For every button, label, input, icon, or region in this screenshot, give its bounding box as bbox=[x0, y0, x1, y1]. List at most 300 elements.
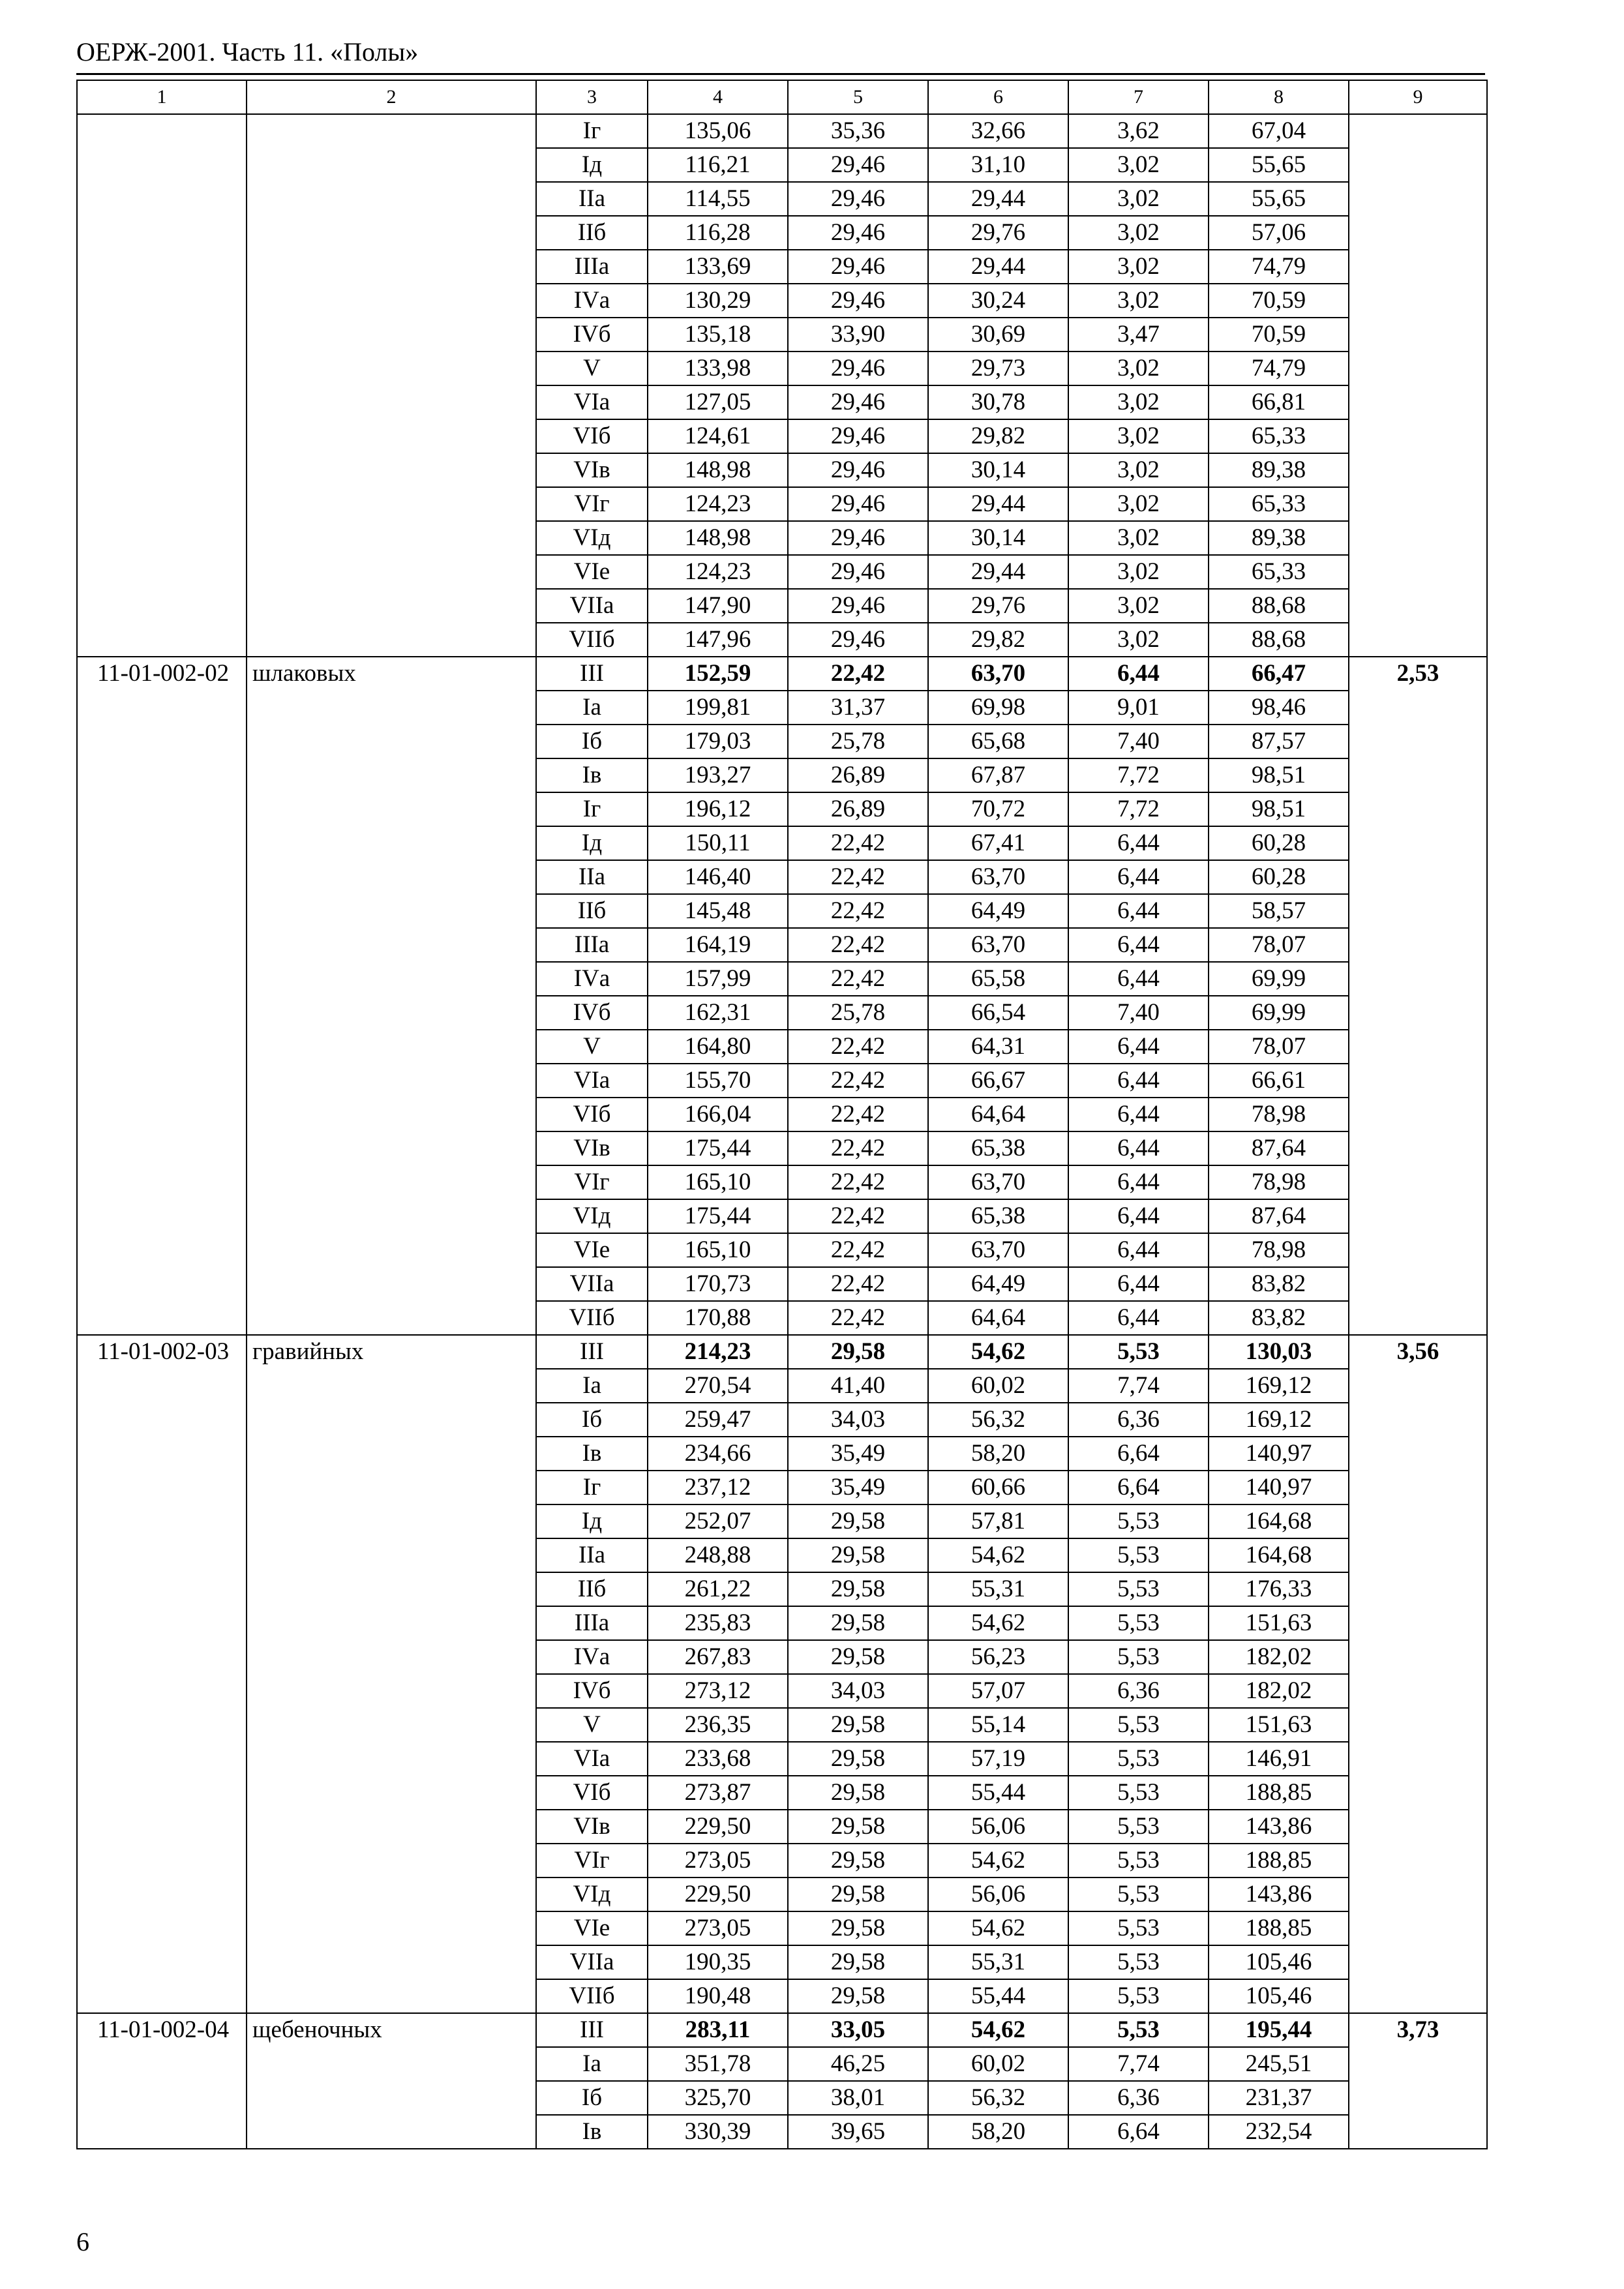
code-cell: 11-01-002-03 bbox=[77, 1335, 247, 2013]
value-cell: 87,64 bbox=[1209, 1131, 1349, 1165]
value-cell: 64,64 bbox=[928, 1301, 1068, 1335]
zone-cell: IVа bbox=[536, 1640, 648, 1674]
value-cell: 22,42 bbox=[788, 1064, 928, 1098]
value-cell: 29,46 bbox=[788, 589, 928, 623]
value-cell: 30,69 bbox=[928, 318, 1068, 352]
value-cell: 29,44 bbox=[928, 182, 1068, 216]
value-cell: 261,22 bbox=[648, 1572, 788, 1606]
column-number: 8 bbox=[1209, 80, 1349, 114]
zone-cell: VIв bbox=[536, 1810, 648, 1844]
value-cell: 29,58 bbox=[788, 1504, 928, 1538]
value-cell: 133,69 bbox=[648, 250, 788, 284]
zone-cell: VIг bbox=[536, 1844, 648, 1878]
value-cell: 7,74 bbox=[1068, 2047, 1209, 2081]
value-cell: 57,07 bbox=[928, 1674, 1068, 1708]
value-cell: 29,46 bbox=[788, 521, 928, 555]
value-cell: 147,90 bbox=[648, 589, 788, 623]
value-cell: 150,11 bbox=[648, 826, 788, 860]
value-cell: 6,44 bbox=[1068, 1233, 1209, 1267]
zone-cell: IVб bbox=[536, 1674, 648, 1708]
value-cell: 33,90 bbox=[788, 318, 928, 352]
zone-cell: VIг bbox=[536, 1165, 648, 1199]
value-cell: 22,42 bbox=[788, 962, 928, 996]
value-cell: 57,19 bbox=[928, 1742, 1068, 1776]
value-cell: 60,02 bbox=[928, 2047, 1068, 2081]
value-cell: 5,53 bbox=[1068, 2013, 1209, 2047]
zone-cell: IIа bbox=[536, 860, 648, 894]
value-cell: 66,47 bbox=[1209, 657, 1349, 691]
column-number: 5 bbox=[788, 80, 928, 114]
value-cell: 74,79 bbox=[1209, 250, 1349, 284]
zone-cell: VIIа bbox=[536, 589, 648, 623]
value-cell: 88,68 bbox=[1209, 589, 1349, 623]
value-cell: 148,98 bbox=[648, 521, 788, 555]
value-cell: 130,03 bbox=[1209, 1335, 1349, 1369]
name-cell bbox=[247, 114, 536, 657]
value-cell: 143,86 bbox=[1209, 1810, 1349, 1844]
value-cell: 351,78 bbox=[648, 2047, 788, 2081]
value-cell: 229,50 bbox=[648, 1810, 788, 1844]
value-cell: 127,05 bbox=[648, 385, 788, 419]
value-cell: 29,46 bbox=[788, 250, 928, 284]
value-cell: 66,54 bbox=[928, 996, 1068, 1030]
value-cell: 3,02 bbox=[1068, 589, 1209, 623]
value-cell: 6,44 bbox=[1068, 1301, 1209, 1335]
value-cell: 78,07 bbox=[1209, 1030, 1349, 1064]
zone-cell: IIб bbox=[536, 1572, 648, 1606]
value-cell: 88,68 bbox=[1209, 623, 1349, 657]
value-cell: 169,12 bbox=[1209, 1369, 1349, 1403]
value-cell: 35,36 bbox=[788, 114, 928, 148]
zone-cell: VIг bbox=[536, 487, 648, 521]
value-cell: 165,10 bbox=[648, 1233, 788, 1267]
zone-cell: IVа bbox=[536, 962, 648, 996]
value-cell: 3,02 bbox=[1068, 385, 1209, 419]
value-cell: 29,46 bbox=[788, 284, 928, 318]
column-number: 7 bbox=[1068, 80, 1209, 114]
value-cell: 46,25 bbox=[788, 2047, 928, 2081]
value-cell: 3,02 bbox=[1068, 521, 1209, 555]
zone-cell: V bbox=[536, 1708, 648, 1742]
value-cell: 29,44 bbox=[928, 250, 1068, 284]
value-cell: 270,54 bbox=[648, 1369, 788, 1403]
value-cell: 130,29 bbox=[648, 284, 788, 318]
value-cell: 67,87 bbox=[928, 758, 1068, 792]
value-cell: 41,40 bbox=[788, 1369, 928, 1403]
header-rule bbox=[76, 73, 1485, 75]
value-cell: 56,32 bbox=[928, 2081, 1068, 2115]
value-cell: 60,02 bbox=[928, 1369, 1068, 1403]
value-cell: 3,02 bbox=[1068, 419, 1209, 453]
value-cell: 3,02 bbox=[1068, 453, 1209, 487]
value-cell: 54,62 bbox=[928, 1844, 1068, 1878]
value-cell: 182,02 bbox=[1209, 1674, 1349, 1708]
zone-cell: IVб bbox=[536, 996, 648, 1030]
value-cell: 29,44 bbox=[928, 487, 1068, 521]
value-cell: 29,58 bbox=[788, 1979, 928, 2013]
value-cell: 267,83 bbox=[648, 1640, 788, 1674]
code-cell: 11-01-002-02 bbox=[77, 657, 247, 1335]
zone-cell: V bbox=[536, 352, 648, 385]
value-cell: 233,68 bbox=[648, 1742, 788, 1776]
zone-cell: VIе bbox=[536, 1233, 648, 1267]
value-cell: 65,58 bbox=[928, 962, 1068, 996]
value-cell: 83,82 bbox=[1209, 1267, 1349, 1301]
value-cell: 147,96 bbox=[648, 623, 788, 657]
value-cell: 29,82 bbox=[928, 623, 1068, 657]
zone-cell: VIв bbox=[536, 1131, 648, 1165]
value-cell: 3,02 bbox=[1068, 352, 1209, 385]
value-cell: 54,62 bbox=[928, 1606, 1068, 1640]
value-cell: 22,42 bbox=[788, 1131, 928, 1165]
value-cell: 29,58 bbox=[788, 1911, 928, 1945]
zone-cell: Iб bbox=[536, 725, 648, 758]
value-cell: 188,85 bbox=[1209, 1776, 1349, 1810]
value-cell: 89,38 bbox=[1209, 453, 1349, 487]
zone-cell: IIIа bbox=[536, 250, 648, 284]
value-cell: 63,70 bbox=[928, 1233, 1068, 1267]
value-cell: 29,46 bbox=[788, 487, 928, 521]
zone-cell: IVб bbox=[536, 318, 648, 352]
coefficient-cell: 3,56 bbox=[1349, 1335, 1487, 2013]
value-cell: 29,44 bbox=[928, 555, 1068, 589]
value-cell: 155,70 bbox=[648, 1064, 788, 1098]
zone-cell: IIа bbox=[536, 182, 648, 216]
zone-cell: Iб bbox=[536, 2081, 648, 2115]
zone-cell: VIд bbox=[536, 1878, 648, 1911]
coefficient-cell: 3,73 bbox=[1349, 2013, 1487, 2149]
value-cell: 57,06 bbox=[1209, 216, 1349, 250]
value-cell: 236,35 bbox=[648, 1708, 788, 1742]
zone-cell: III bbox=[536, 2013, 648, 2047]
value-cell: 145,48 bbox=[648, 894, 788, 928]
value-cell: 6,64 bbox=[1068, 1471, 1209, 1504]
zone-cell: IIIа bbox=[536, 928, 648, 962]
column-number: 9 bbox=[1349, 80, 1487, 114]
column-number: 6 bbox=[928, 80, 1068, 114]
value-cell: 31,10 bbox=[928, 148, 1068, 182]
value-cell: 25,78 bbox=[788, 725, 928, 758]
value-cell: 57,81 bbox=[928, 1504, 1068, 1538]
value-cell: 6,44 bbox=[1068, 928, 1209, 962]
value-cell: 70,59 bbox=[1209, 318, 1349, 352]
value-cell: 248,88 bbox=[648, 1538, 788, 1572]
value-cell: 151,63 bbox=[1209, 1708, 1349, 1742]
value-cell: 164,68 bbox=[1209, 1504, 1349, 1538]
value-cell: 231,37 bbox=[1209, 2081, 1349, 2115]
value-cell: 7,72 bbox=[1068, 758, 1209, 792]
value-cell: 175,44 bbox=[648, 1131, 788, 1165]
value-cell: 54,62 bbox=[928, 1335, 1068, 1369]
value-cell: 124,23 bbox=[648, 487, 788, 521]
value-cell: 29,58 bbox=[788, 1538, 928, 1572]
value-cell: 196,12 bbox=[648, 792, 788, 826]
coefficient-cell bbox=[1349, 114, 1487, 657]
value-cell: 5,53 bbox=[1068, 1572, 1209, 1606]
value-cell: 273,05 bbox=[648, 1911, 788, 1945]
value-cell: 3,02 bbox=[1068, 216, 1209, 250]
zone-cell: Iа bbox=[536, 2047, 648, 2081]
table-row bbox=[77, 2013, 1487, 2047]
value-cell: 60,66 bbox=[928, 1471, 1068, 1504]
value-cell: 175,44 bbox=[648, 1199, 788, 1233]
value-cell: 229,50 bbox=[648, 1878, 788, 1911]
value-cell: 30,24 bbox=[928, 284, 1068, 318]
value-cell: 67,04 bbox=[1209, 114, 1349, 148]
zone-cell: VIд bbox=[536, 1199, 648, 1233]
column-number: 1 bbox=[77, 80, 247, 114]
value-cell: 98,51 bbox=[1209, 758, 1349, 792]
value-cell: 6,44 bbox=[1068, 962, 1209, 996]
value-cell: 6,44 bbox=[1068, 1199, 1209, 1233]
value-cell: 63,70 bbox=[928, 860, 1068, 894]
value-cell: 3,02 bbox=[1068, 555, 1209, 589]
value-cell: 29,58 bbox=[788, 1742, 928, 1776]
value-cell: 78,07 bbox=[1209, 928, 1349, 962]
zone-cell: VIа bbox=[536, 385, 648, 419]
value-cell: 237,12 bbox=[648, 1471, 788, 1504]
code-cell: 11-01-002-04 bbox=[77, 2013, 247, 2149]
value-cell: 69,99 bbox=[1209, 962, 1349, 996]
value-cell: 170,73 bbox=[648, 1267, 788, 1301]
value-cell: 3,02 bbox=[1068, 487, 1209, 521]
value-cell: 65,33 bbox=[1209, 555, 1349, 589]
zone-cell: VIд bbox=[536, 521, 648, 555]
value-cell: 22,42 bbox=[788, 826, 928, 860]
value-cell: 190,35 bbox=[648, 1945, 788, 1979]
value-cell: 55,14 bbox=[928, 1708, 1068, 1742]
value-cell: 87,64 bbox=[1209, 1199, 1349, 1233]
value-cell: 3,02 bbox=[1068, 250, 1209, 284]
value-cell: 56,23 bbox=[928, 1640, 1068, 1674]
value-cell: 74,79 bbox=[1209, 352, 1349, 385]
value-cell: 273,12 bbox=[648, 1674, 788, 1708]
value-cell: 63,70 bbox=[928, 928, 1068, 962]
value-cell: 34,03 bbox=[788, 1674, 928, 1708]
value-cell: 64,49 bbox=[928, 894, 1068, 928]
value-cell: 6,44 bbox=[1068, 894, 1209, 928]
value-cell: 31,37 bbox=[788, 691, 928, 725]
value-cell: 135,18 bbox=[648, 318, 788, 352]
zone-cell: VIе bbox=[536, 555, 648, 589]
value-cell: 283,11 bbox=[648, 2013, 788, 2047]
value-cell: 140,97 bbox=[1209, 1437, 1349, 1471]
zone-cell: Iа bbox=[536, 1369, 648, 1403]
value-cell: 65,33 bbox=[1209, 487, 1349, 521]
value-cell: 166,04 bbox=[648, 1098, 788, 1131]
value-cell: 30,14 bbox=[928, 453, 1068, 487]
value-cell: 55,65 bbox=[1209, 182, 1349, 216]
column-number: 4 bbox=[648, 80, 788, 114]
value-cell: 22,42 bbox=[788, 1199, 928, 1233]
table-row bbox=[77, 657, 1487, 691]
value-cell: 179,03 bbox=[648, 725, 788, 758]
value-cell: 6,44 bbox=[1068, 1267, 1209, 1301]
table-row bbox=[77, 1335, 1487, 1369]
value-cell: 245,51 bbox=[1209, 2047, 1349, 2081]
value-cell: 330,39 bbox=[648, 2115, 788, 2149]
value-cell: 176,33 bbox=[1209, 1572, 1349, 1606]
value-cell: 22,42 bbox=[788, 657, 928, 691]
value-cell: 98,46 bbox=[1209, 691, 1349, 725]
value-cell: 33,05 bbox=[788, 2013, 928, 2047]
value-cell: 5,53 bbox=[1068, 1640, 1209, 1674]
value-cell: 6,36 bbox=[1068, 2081, 1209, 2115]
value-cell: 164,19 bbox=[648, 928, 788, 962]
value-cell: 29,58 bbox=[788, 1878, 928, 1911]
value-cell: 58,20 bbox=[928, 2115, 1068, 2149]
value-cell: 58,20 bbox=[928, 1437, 1068, 1471]
value-cell: 165,10 bbox=[648, 1165, 788, 1199]
value-cell: 105,46 bbox=[1209, 1945, 1349, 1979]
value-cell: 22,42 bbox=[788, 1098, 928, 1131]
value-cell: 29,73 bbox=[928, 352, 1068, 385]
value-cell: 55,31 bbox=[928, 1945, 1068, 1979]
value-cell: 29,58 bbox=[788, 1945, 928, 1979]
name-cell: шлаковых bbox=[247, 657, 536, 1335]
value-cell: 22,42 bbox=[788, 928, 928, 962]
value-cell: 22,42 bbox=[788, 1030, 928, 1064]
value-cell: 67,41 bbox=[928, 826, 1068, 860]
value-cell: 170,88 bbox=[648, 1301, 788, 1335]
value-cell: 56,06 bbox=[928, 1878, 1068, 1911]
zone-cell: VIб bbox=[536, 1776, 648, 1810]
value-cell: 29,46 bbox=[788, 216, 928, 250]
value-cell: 29,46 bbox=[788, 555, 928, 589]
zone-cell: VIIа bbox=[536, 1267, 648, 1301]
value-cell: 193,27 bbox=[648, 758, 788, 792]
value-cell: 64,64 bbox=[928, 1098, 1068, 1131]
value-cell: 143,86 bbox=[1209, 1878, 1349, 1911]
value-cell: 30,14 bbox=[928, 521, 1068, 555]
value-cell: 22,42 bbox=[788, 894, 928, 928]
value-cell: 5,53 bbox=[1068, 1844, 1209, 1878]
value-cell: 146,40 bbox=[648, 860, 788, 894]
value-cell: 5,53 bbox=[1068, 1742, 1209, 1776]
value-cell: 29,76 bbox=[928, 589, 1068, 623]
value-cell: 273,87 bbox=[648, 1776, 788, 1810]
zone-cell: Iг bbox=[536, 1471, 648, 1504]
zone-cell: Iа bbox=[536, 691, 648, 725]
value-cell: 89,38 bbox=[1209, 521, 1349, 555]
value-cell: 63,70 bbox=[928, 1165, 1068, 1199]
value-cell: 5,53 bbox=[1068, 1538, 1209, 1572]
value-cell: 66,61 bbox=[1209, 1064, 1349, 1098]
value-cell: 22,42 bbox=[788, 1301, 928, 1335]
value-cell: 69,98 bbox=[928, 691, 1068, 725]
value-cell: 6,36 bbox=[1068, 1674, 1209, 1708]
zone-cell: VIе bbox=[536, 1911, 648, 1945]
value-cell: 55,44 bbox=[928, 1776, 1068, 1810]
value-cell: 7,40 bbox=[1068, 725, 1209, 758]
value-cell: 54,62 bbox=[928, 1538, 1068, 1572]
value-cell: 78,98 bbox=[1209, 1098, 1349, 1131]
value-cell: 65,33 bbox=[1209, 419, 1349, 453]
value-cell: 6,44 bbox=[1068, 1098, 1209, 1131]
value-cell: 98,51 bbox=[1209, 792, 1349, 826]
value-cell: 6,44 bbox=[1068, 1064, 1209, 1098]
value-cell: 29,46 bbox=[788, 352, 928, 385]
value-cell: 70,59 bbox=[1209, 284, 1349, 318]
value-cell: 60,28 bbox=[1209, 826, 1349, 860]
value-cell: 5,53 bbox=[1068, 1979, 1209, 2013]
value-cell: 188,85 bbox=[1209, 1911, 1349, 1945]
value-cell: 5,53 bbox=[1068, 1911, 1209, 1945]
zone-cell: Iв bbox=[536, 2115, 648, 2149]
value-cell: 29,46 bbox=[788, 419, 928, 453]
value-cell: 146,91 bbox=[1209, 1742, 1349, 1776]
value-cell: 29,58 bbox=[788, 1335, 928, 1369]
zone-cell: VIIб bbox=[536, 1979, 648, 2013]
value-cell: 39,65 bbox=[788, 2115, 928, 2149]
value-cell: 5,53 bbox=[1068, 1810, 1209, 1844]
value-cell: 3,02 bbox=[1068, 182, 1209, 216]
zone-cell: VIIб bbox=[536, 623, 648, 657]
value-cell: 3,02 bbox=[1068, 623, 1209, 657]
value-cell: 26,89 bbox=[788, 792, 928, 826]
value-cell: 65,38 bbox=[928, 1131, 1068, 1165]
value-cell: 148,98 bbox=[648, 453, 788, 487]
value-cell: 124,23 bbox=[648, 555, 788, 589]
value-cell: 64,49 bbox=[928, 1267, 1068, 1301]
value-cell: 152,59 bbox=[648, 657, 788, 691]
value-cell: 325,70 bbox=[648, 2081, 788, 2115]
zone-cell: III bbox=[536, 1335, 648, 1369]
value-cell: 232,54 bbox=[1209, 2115, 1349, 2149]
value-cell: 66,81 bbox=[1209, 385, 1349, 419]
value-cell: 26,89 bbox=[788, 758, 928, 792]
zone-cell: Iв bbox=[536, 758, 648, 792]
value-cell: 3,02 bbox=[1068, 148, 1209, 182]
value-cell: 22,42 bbox=[788, 860, 928, 894]
value-cell: 162,31 bbox=[648, 996, 788, 1030]
value-cell: 133,98 bbox=[648, 352, 788, 385]
value-cell: 83,82 bbox=[1209, 1301, 1349, 1335]
value-cell: 69,99 bbox=[1209, 996, 1349, 1030]
value-cell: 3,02 bbox=[1068, 284, 1209, 318]
value-cell: 259,47 bbox=[648, 1403, 788, 1437]
value-cell: 151,63 bbox=[1209, 1606, 1349, 1640]
value-cell: 7,40 bbox=[1068, 996, 1209, 1030]
zone-cell: Iг bbox=[536, 114, 648, 148]
value-cell: 60,28 bbox=[1209, 860, 1349, 894]
table-row bbox=[77, 114, 1487, 148]
value-cell: 157,99 bbox=[648, 962, 788, 996]
zone-cell: VIб bbox=[536, 419, 648, 453]
value-cell: 29,46 bbox=[788, 453, 928, 487]
value-cell: 6,44 bbox=[1068, 826, 1209, 860]
value-cell: 29,58 bbox=[788, 1606, 928, 1640]
value-cell: 199,81 bbox=[648, 691, 788, 725]
value-cell: 164,80 bbox=[648, 1030, 788, 1064]
value-cell: 182,02 bbox=[1209, 1640, 1349, 1674]
value-cell: 29,46 bbox=[788, 385, 928, 419]
value-cell: 5,53 bbox=[1068, 1945, 1209, 1979]
value-cell: 63,70 bbox=[928, 657, 1068, 691]
zone-cell: III bbox=[536, 657, 648, 691]
name-cell: гравийных bbox=[247, 1335, 536, 2013]
value-cell: 5,53 bbox=[1068, 1878, 1209, 1911]
value-cell: 105,46 bbox=[1209, 1979, 1349, 2013]
zone-cell: VIб bbox=[536, 1098, 648, 1131]
page-number: 6 bbox=[76, 2227, 89, 2256]
value-cell: 29,46 bbox=[788, 623, 928, 657]
zone-cell: Iг bbox=[536, 792, 648, 826]
value-cell: 164,68 bbox=[1209, 1538, 1349, 1572]
value-cell: 195,44 bbox=[1209, 2013, 1349, 2047]
value-cell: 252,07 bbox=[648, 1504, 788, 1538]
zone-cell: VIIб bbox=[536, 1301, 648, 1335]
